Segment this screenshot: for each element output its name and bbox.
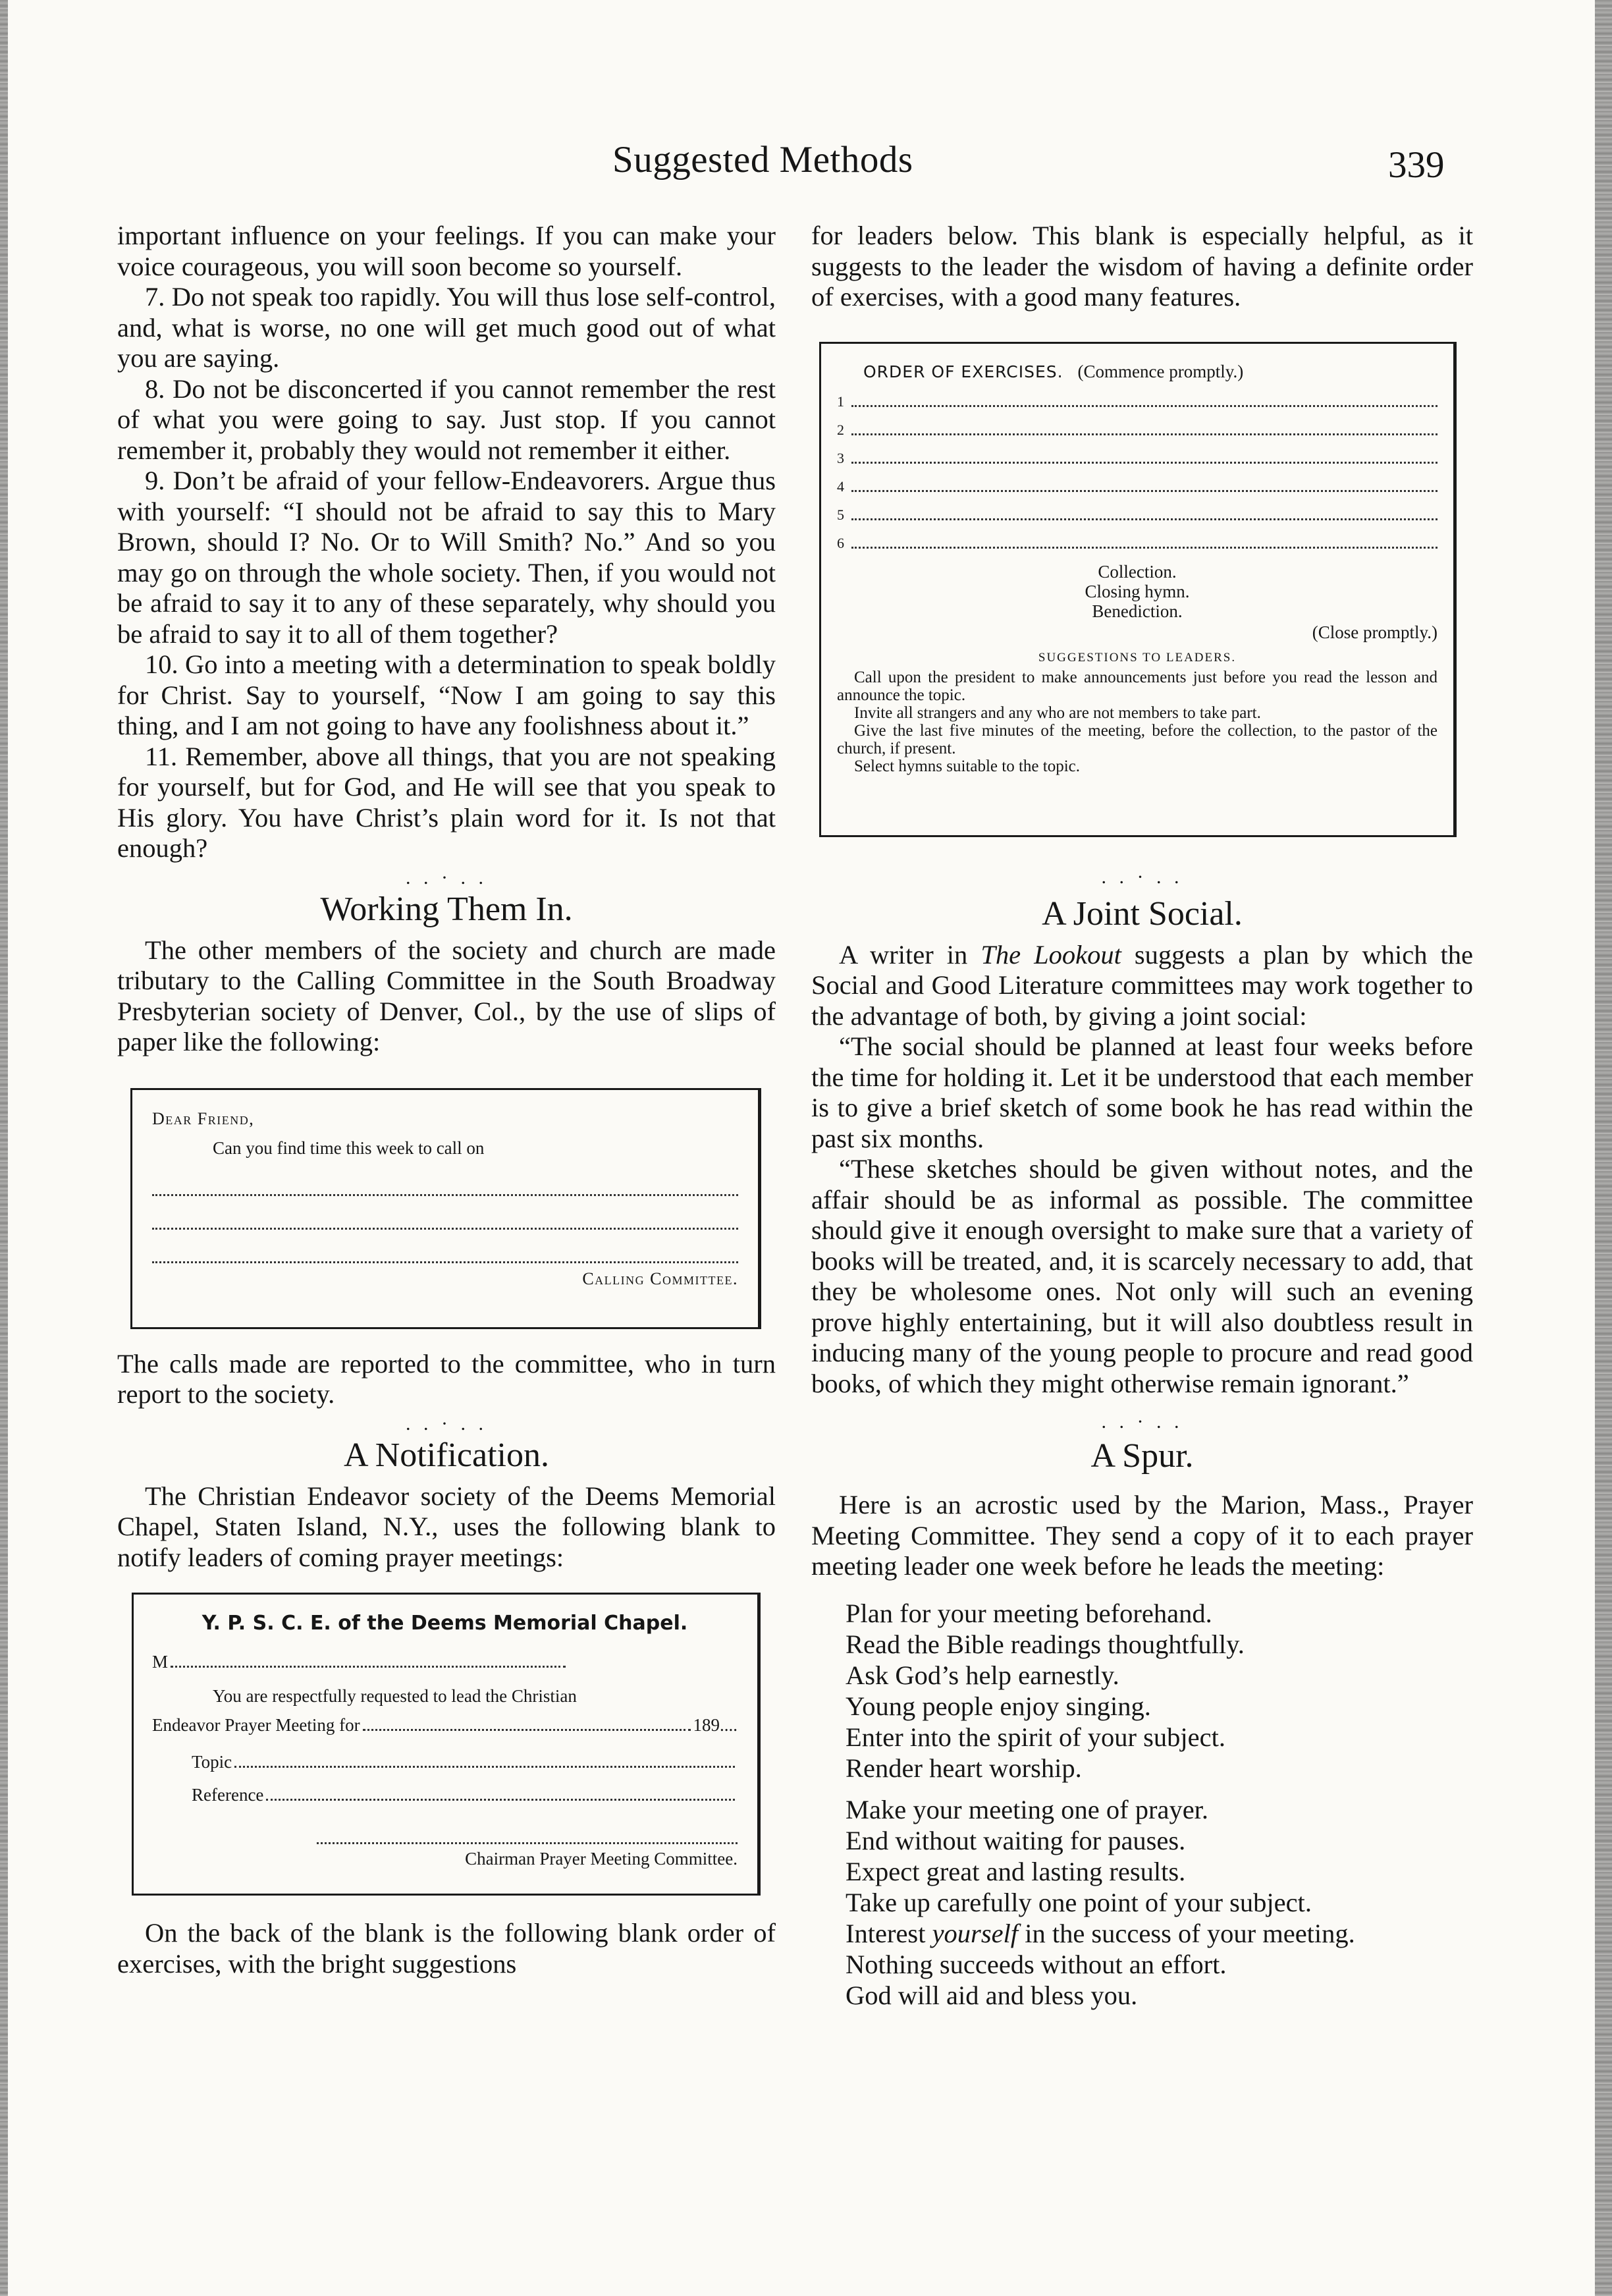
order-line-fill <box>851 518 1437 520</box>
blank-topic-label: Topic <box>192 1752 232 1772</box>
heading-spur: A Spur. <box>1090 1437 1194 1475</box>
suggestions-heading: SUGGESTIONS TO LEADERS. <box>1038 650 1237 665</box>
order-numbered-line <box>837 385 1437 414</box>
right-column <box>811 221 1473 2011</box>
social-paragraph-3: “These sketches should be given without notes, and the affair should be as informal as possible. The committee should give it enough oversight to make sure that a variety of books will be treated, and, it is scarcely necessary to add, that they be wholesome ones. Not only will such an evening prove highly entertaining, but it will also doubtless result in inducing many of the young people to procure and read good books, of which they might otherwise remain ignorant.” <box>811 1154 1473 1398</box>
blank-year: 189.... <box>693 1715 738 1735</box>
slip-blank-line <box>152 1172 738 1196</box>
blank-meeting-line <box>152 1713 738 1737</box>
section-separator: . . · . . <box>1101 1411 1183 1433</box>
heading-working-them-in: Working Them In. <box>320 890 573 928</box>
suggestion-1: Call upon the president to make announcements just before you read the lesson and announce the topic. <box>837 668 1437 704</box>
notification-paragraph: The Christian Endeavor society of the Deems Memorial Chapel, Staten Island, N.Y., uses the following blank to notify leaders of coming prayer meetings: <box>117 1481 776 1572</box>
blank-fill <box>266 1799 735 1801</box>
social-text: A writer in <box>839 939 981 970</box>
acrostic-line: God will aid and bless you. <box>846 1980 1138 2010</box>
acrostic-line: Make your meeting one of prayer. <box>846 1794 1209 1824</box>
order-line-fill <box>851 490 1437 492</box>
calls-paragraph: The calls made are reported to the committee, who in turn report to the society. <box>117 1348 776 1409</box>
order-line-number: 5 <box>837 506 844 523</box>
order-line-number: 6 <box>837 534 844 551</box>
blank-fill <box>171 1666 566 1668</box>
working-paragraph: The other members of the society and church are made tributary to the Calling Committee in the South Broadway Presbyterian society of Denver, Col., by the use of slips of paper like the following: <box>117 935 776 1056</box>
acrostic-line: Ask God’s help earnestly. <box>846 1660 1119 1690</box>
order-numbered-line <box>837 442 1437 470</box>
back-of-blank-paragraph: On the back of the blank is the following blank order of exercises, with the bright suggestions <box>117 1918 776 1979</box>
right-page-edge <box>1595 0 1612 2296</box>
section-separator: . . · . . <box>406 1412 487 1435</box>
acrostic-line: End without waiting for pauses. <box>846 1825 1186 1855</box>
blank-m-label: M <box>152 1652 169 1672</box>
order-heading: ORDER OF EXERCISES. <box>863 362 1063 381</box>
slip-blank-line <box>152 1239 738 1263</box>
order-numbered-line <box>837 499 1437 527</box>
tip-8: 8. Do not be disconcerted if you cannot remember the rest of what you were going to say. Just stop. If you cannot remember it, probably they would not remember it either. <box>117 373 776 465</box>
order-benediction: Benediction. <box>1092 601 1183 621</box>
blank-fill <box>234 1766 735 1768</box>
acrostic-prayer <box>811 1598 1473 1784</box>
order-line-number: 4 <box>837 478 844 495</box>
blank-reference-line <box>152 1783 738 1807</box>
left-page-edge <box>0 0 8 2296</box>
order-line-fill <box>851 433 1437 435</box>
social-paragraph-1 <box>811 940 1473 1032</box>
heading-notification: A Notification. <box>344 1436 549 1474</box>
order-close-note: (Close promptly.) <box>1312 622 1437 642</box>
calling-slip <box>130 1088 761 1329</box>
blank-meeting-label: Endeavor Prayer Meeting for <box>152 1715 360 1735</box>
order-line-number: 3 <box>837 449 844 466</box>
order-line-fill <box>851 405 1437 407</box>
acrostic-line: Plan for your meeting beforehand. <box>846 1598 1212 1628</box>
order-heading-line <box>837 360 1437 384</box>
blank-topic-line <box>152 1750 738 1774</box>
notification-blank <box>132 1593 761 1896</box>
acrostic-line: Young people enjoy singing. <box>846 1691 1151 1721</box>
publication-title: The Lookout <box>981 939 1121 970</box>
blank-signature: Chairman Prayer Meeting Committee. <box>465 1849 738 1869</box>
suggestion-2: Invite all strangers and any who are not members to take part. <box>854 703 1261 722</box>
acrostic-text: Interest <box>846 1918 932 1948</box>
blank-signature-line <box>317 1820 738 1844</box>
section-separator: . . · . . <box>406 866 487 888</box>
order-line-fill <box>851 462 1437 464</box>
order-numbered-line <box>837 470 1437 499</box>
order-numbered-line <box>837 527 1437 555</box>
order-line-number: 2 <box>837 421 844 438</box>
order-line-number: 1 <box>837 393 844 410</box>
suggestion-3: Give the last five minutes of the meeting, before the collection, to the pastor of the church, if present. <box>837 721 1437 757</box>
running-title: Suggested Methods <box>612 139 913 180</box>
acrostic-line: Nothing succeeds without an effort. <box>846 1949 1227 1979</box>
order-numbered-lines <box>837 385 1437 555</box>
blank-fill <box>363 1729 691 1731</box>
left-column <box>117 221 776 1979</box>
acrostic-emphasis: yourself <box>932 1918 1019 1948</box>
order-collection: Collection. <box>1098 561 1177 582</box>
tip-10: 10. Go into a meeting with a determination to speak boldly for Christ. Say to yourself, “Now I am going to say this thing, and I am not going to have any foolishness about it.” <box>117 649 776 740</box>
heading-joint-social: A Joint Social. <box>1042 894 1243 933</box>
acrostic-line: Expect great and lasting results. <box>846 1856 1186 1886</box>
paragraph-continued: important influence on your feelings. If you can make your voice courageous, you will soon become so yourself. <box>117 221 776 281</box>
acrostic-line: Take up carefully one point of your subject. <box>846 1887 1312 1917</box>
blank-request: You are respectfully requested to lead the Christian <box>213 1686 577 1706</box>
paragraph-continued: for leaders below. This blank is especially helpful, as it suggests to the leader the wisdom of having a definite order of exercises, with a good many features. <box>811 221 1473 312</box>
tip-7: 7. Do not speak too rapidly. You will thus lose self-control, and, what is worse, no one will get much good out of what you are saying. <box>117 282 776 373</box>
tip-11: 11. Remember, above all things, that you are not speaking for yourself, but for God, and He will see that you speak to His glory. You have Christ’s plain word for it. Is not that enough? <box>117 741 776 863</box>
slip-signature: Calling Committee. <box>582 1269 738 1288</box>
page-number: 339 <box>1388 144 1445 186</box>
blank-reference-label: Reference <box>192 1785 264 1805</box>
social-paragraph-2: “The social should be planned at least four weeks before the time for holding it. Let it be understood that each member is to give a brief sketch of some book he has read within the past six months. <box>811 1031 1473 1153</box>
slip-question: Can you find time this week to call on <box>213 1137 485 1158</box>
blank-m-line <box>152 1650 738 1674</box>
order-commence-note: (Commence promptly.) <box>1077 361 1244 381</box>
acrostic-text: in the success of your meeting. <box>1018 1918 1355 1948</box>
order-numbered-line <box>837 414 1437 442</box>
acrostic-line: Enter into the spirit of your subject. <box>846 1722 1226 1752</box>
acrostic-line: Read the Bible readings thoughtfully. <box>846 1629 1245 1659</box>
slip-salutation: Dear Friend, <box>152 1108 255 1128</box>
suggestion-4: Select hymns suitable to the topic. <box>854 757 1080 775</box>
order-line-fill <box>851 547 1437 549</box>
acrostic-line <box>846 1918 1473 1949</box>
order-closing-hymn: Closing hymn. <box>1085 581 1190 601</box>
slip-blank-line <box>152 1205 738 1230</box>
social-text: suggests a plan by which the Social and Good Literature committees may work together to the advantage of both, by giving a joint social: <box>811 939 1473 1031</box>
blank-title: Y. P. S. C. E. of the Deems Memorial Chapel. <box>202 1612 688 1635</box>
acrostic-meeting <box>811 1794 1473 2011</box>
spur-paragraph: Here is an acrostic used by the Marion, Mass., Prayer Meeting Committee. They send a copy of it to each prayer meeting leader one week before he leads the meeting: <box>811 1490 1473 1581</box>
order-of-exercises-blank <box>819 342 1457 837</box>
tip-9: 9. Don’t be afraid of your fellow-Endeavorers. Argue thus with yourself: “I should not be afraid to say this to Mary Brown, should I? No. Or to Will Smith? No.” And so you may go on through the whole society. Then, if you would not be afraid to say it to any of these separately, why should you be afraid to say it to all of them together? <box>117 466 776 649</box>
section-separator: . . · . . <box>1101 865 1183 888</box>
acrostic-line: Render heart worship. <box>846 1753 1082 1783</box>
